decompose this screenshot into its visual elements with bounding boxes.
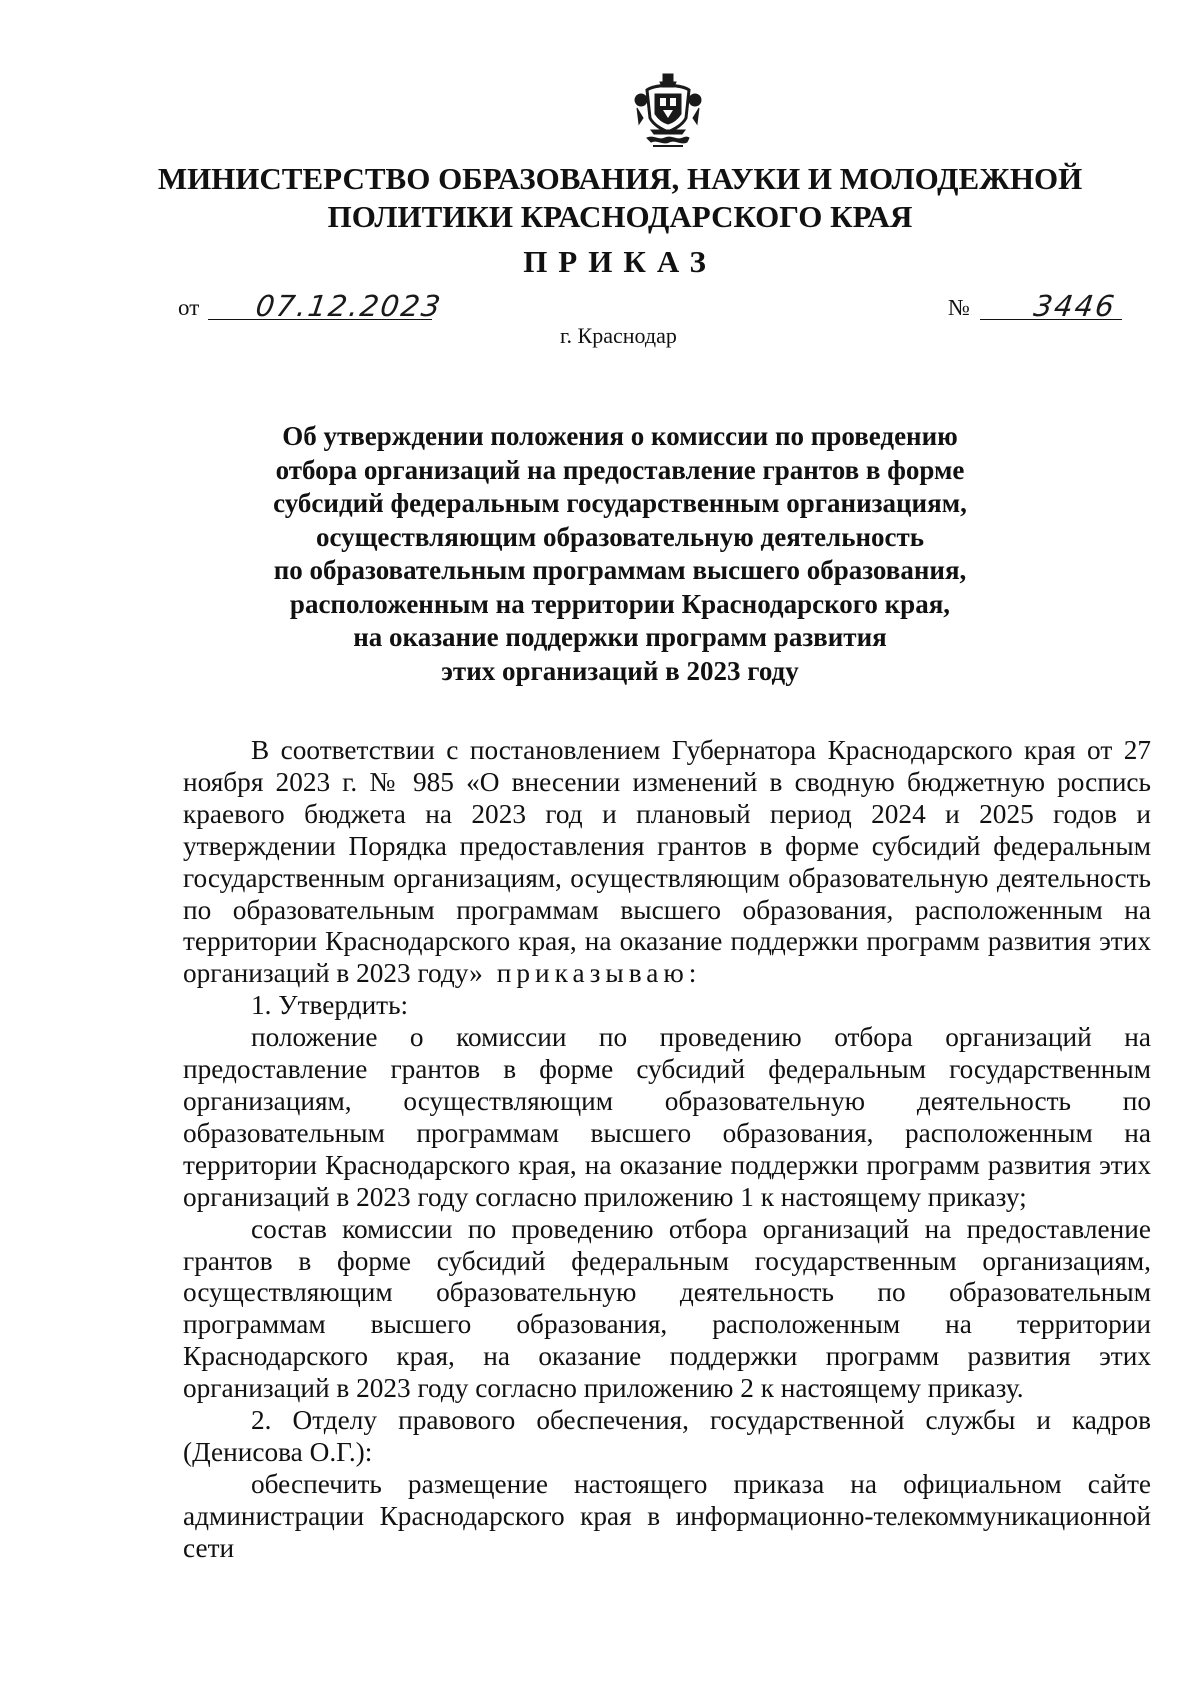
date-value: 07.12.2023: [253, 289, 445, 323]
ministry-name-line1: МИНИСТЕРСТВО ОБРАЗОВАНИЯ, НАУКИ И МОЛОДЕЖНОЙ: [157, 161, 1083, 196]
city: г. Краснодар: [560, 323, 677, 348]
subject-line: этих организаций в 2023 году: [441, 655, 799, 686]
subject-line: на оказание поддержки программ развития: [353, 622, 887, 652]
subject-line: субсидий федеральным государственным организациям,: [273, 488, 967, 518]
subject-line: отбора организаций на предоставление грантов в форме: [275, 454, 965, 485]
item-1-paragraph-a: положение о комиссии по проведению отбора организаций на предоставление грантов в форме субсидий федеральным государственным организациям, осуществляющим образовательную деятельность по образовательным программам высшего образования, расположенным на территории Краснодарского края, на оказание поддержки программ развития этих организаций в 2023 году согласно приложению 1 к настоящему приказу;: [183, 1022, 1151, 1212]
preamble-text: В соответствии с постановлением Губернатора Краснодарского края от 27 ноября 2023 г. № 985 «О внесении изменений в сводную бюджетную роспись краевого бюджета на 2023 год и плановый период 2024 и 2025 годов и утверждении Порядка предоставления грантов в форме субсидий федеральным государственным организациям, осуществляющим образовательную деятельность по образовательным программам высшего образования, расположенным на территории Краснодарского края, на оказание поддержки программ развития этих организаций в 2023 году»: [183, 735, 1151, 989]
subject-line: расположенным на территории Краснодарского края,: [289, 588, 951, 619]
ministry-name: [150, 160, 1090, 236]
number-prefix: №: [948, 295, 970, 320]
date-prefix: от: [178, 295, 200, 320]
order-date: [178, 289, 478, 333]
subject-line: Об утверждении положения о комиссии по проведению: [282, 421, 958, 451]
preamble-paragraph: [183, 735, 1151, 990]
order-number: [948, 289, 1168, 333]
item-1-heading: 1. Утвердить:: [251, 990, 409, 1021]
subject-line: по образовательным программам высшего образования,: [273, 555, 967, 585]
ministry-name-line2: ПОЛИТИКИ КРАСНОДАРСКОГО КРАЯ: [327, 199, 913, 234]
orders-word: приказываю:: [496, 958, 702, 989]
number-value: 3446: [1031, 289, 1119, 323]
order-title: ПРИКАЗ: [523, 244, 717, 279]
subject-line: осуществляющим образовательную деятельность: [315, 521, 925, 552]
order-subject: [240, 420, 1000, 688]
item-2-paragraph-a: обеспечить размещение настоящего приказа на официальном сайте администрации Краснодарского края в информационно-телекоммуникационной сети: [183, 1468, 1151, 1563]
order-body: [183, 735, 1151, 1565]
coat-of-arms-icon: [633, 70, 703, 150]
item-1-paragraph-b: состав комиссии по проведению отбора организаций на предоставление грантов в форме субсидий федеральным государственным организациям, осуществляющим образовательную деятельность по образовательным программам высшего образования, расположенным на территории Краснодарского края, на оказание поддержки программ развития этих организаций в 2023 году согласно приложению 2 к настоящему приказу.: [183, 1213, 1151, 1404]
item-2-heading: 2. Отделу правового обеспечения, государственной службы и кадров (Денисова О.Г.):: [183, 1405, 1151, 1467]
